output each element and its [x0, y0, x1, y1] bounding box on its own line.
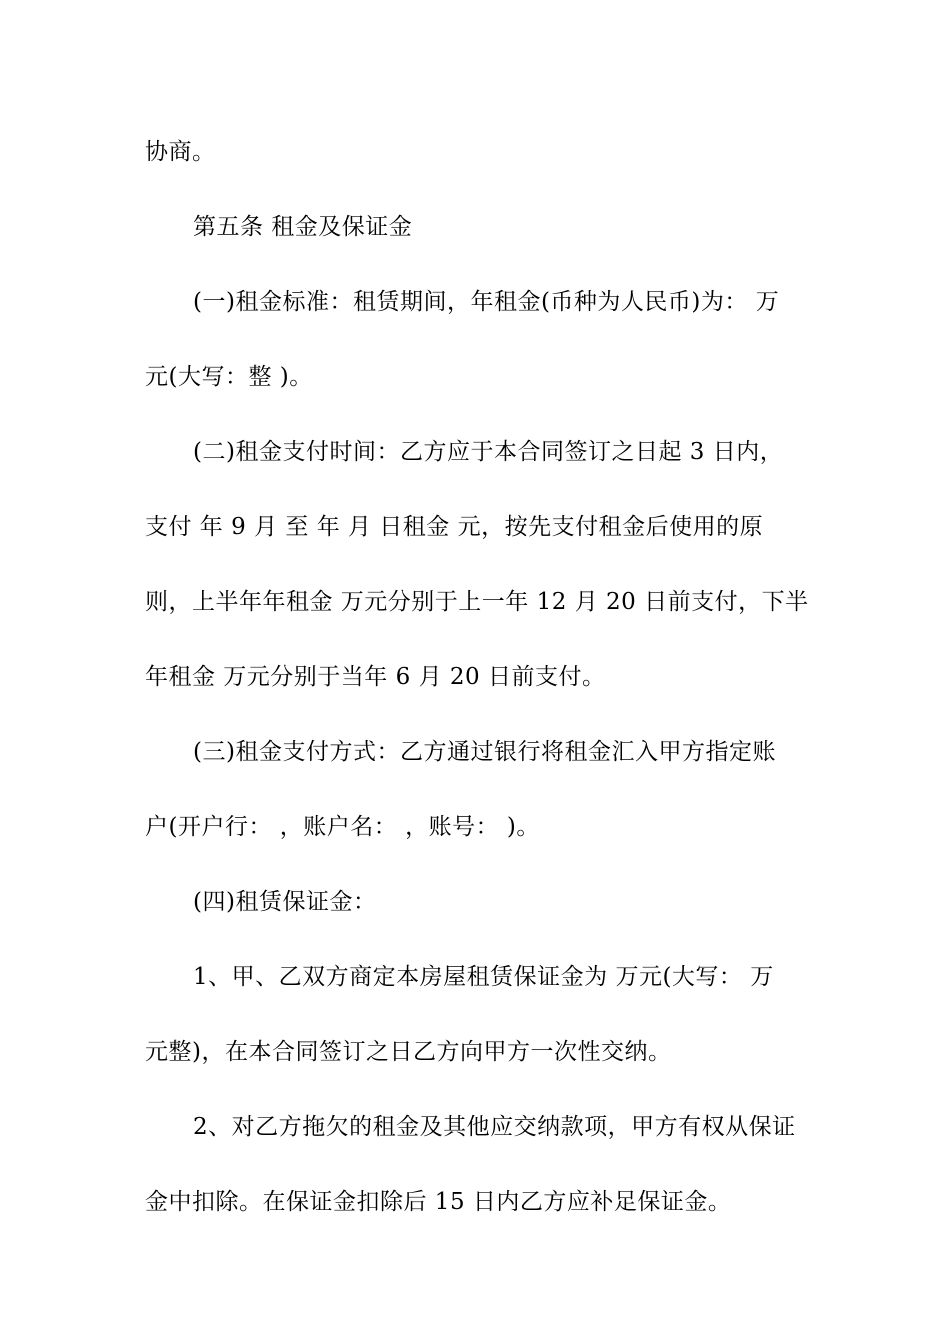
text-line-14: 2、对乙方拖欠的租金及其他应交纳款项，甲方有权从保证: [193, 1114, 796, 1140]
text-line-11: (四)租赁保证金：: [193, 889, 377, 915]
text-line-13: 元整)，在本合同签订之日乙方向甲方一次性交纳。: [145, 1039, 672, 1065]
text-line-7: 则，上半年年租金 万元分别于上一年 12 月 20 日前支付，下半: [145, 589, 809, 615]
text-line-1: 协商。: [145, 139, 216, 165]
text-line-8: 年租金 万元分别于当年 6 月 20 日前支付。: [145, 664, 606, 690]
text-line-4: 元(大写：整 )。: [145, 364, 313, 390]
text-line-5: (二)租金支付时间：乙方应于本合同签订之日起 3 日内，: [193, 439, 784, 465]
text-line-6: 支付 年 9 月 至 年 月 日租金 元，按先支付租金后使用的原: [145, 514, 764, 540]
article-heading: 第五条 租金及保证金: [193, 214, 413, 240]
text-line-9: (三)租金支付方式：乙方通过银行将租金汇入甲方指定账: [193, 739, 776, 765]
text-line-10: 户(开户行： ，账户名： ，账号： )。: [145, 814, 540, 840]
text-line-15: 金中扣除。在保证金扣除后 15 日内乙方应补足保证金。: [145, 1189, 732, 1215]
text-line-12: 1、甲、乙双方商定本房屋租赁保证金为 万元(大写： 万: [193, 964, 774, 990]
text-line-3: (一)租金标准：租赁期间，年租金(币种为人民币)为： 万: [193, 289, 780, 315]
